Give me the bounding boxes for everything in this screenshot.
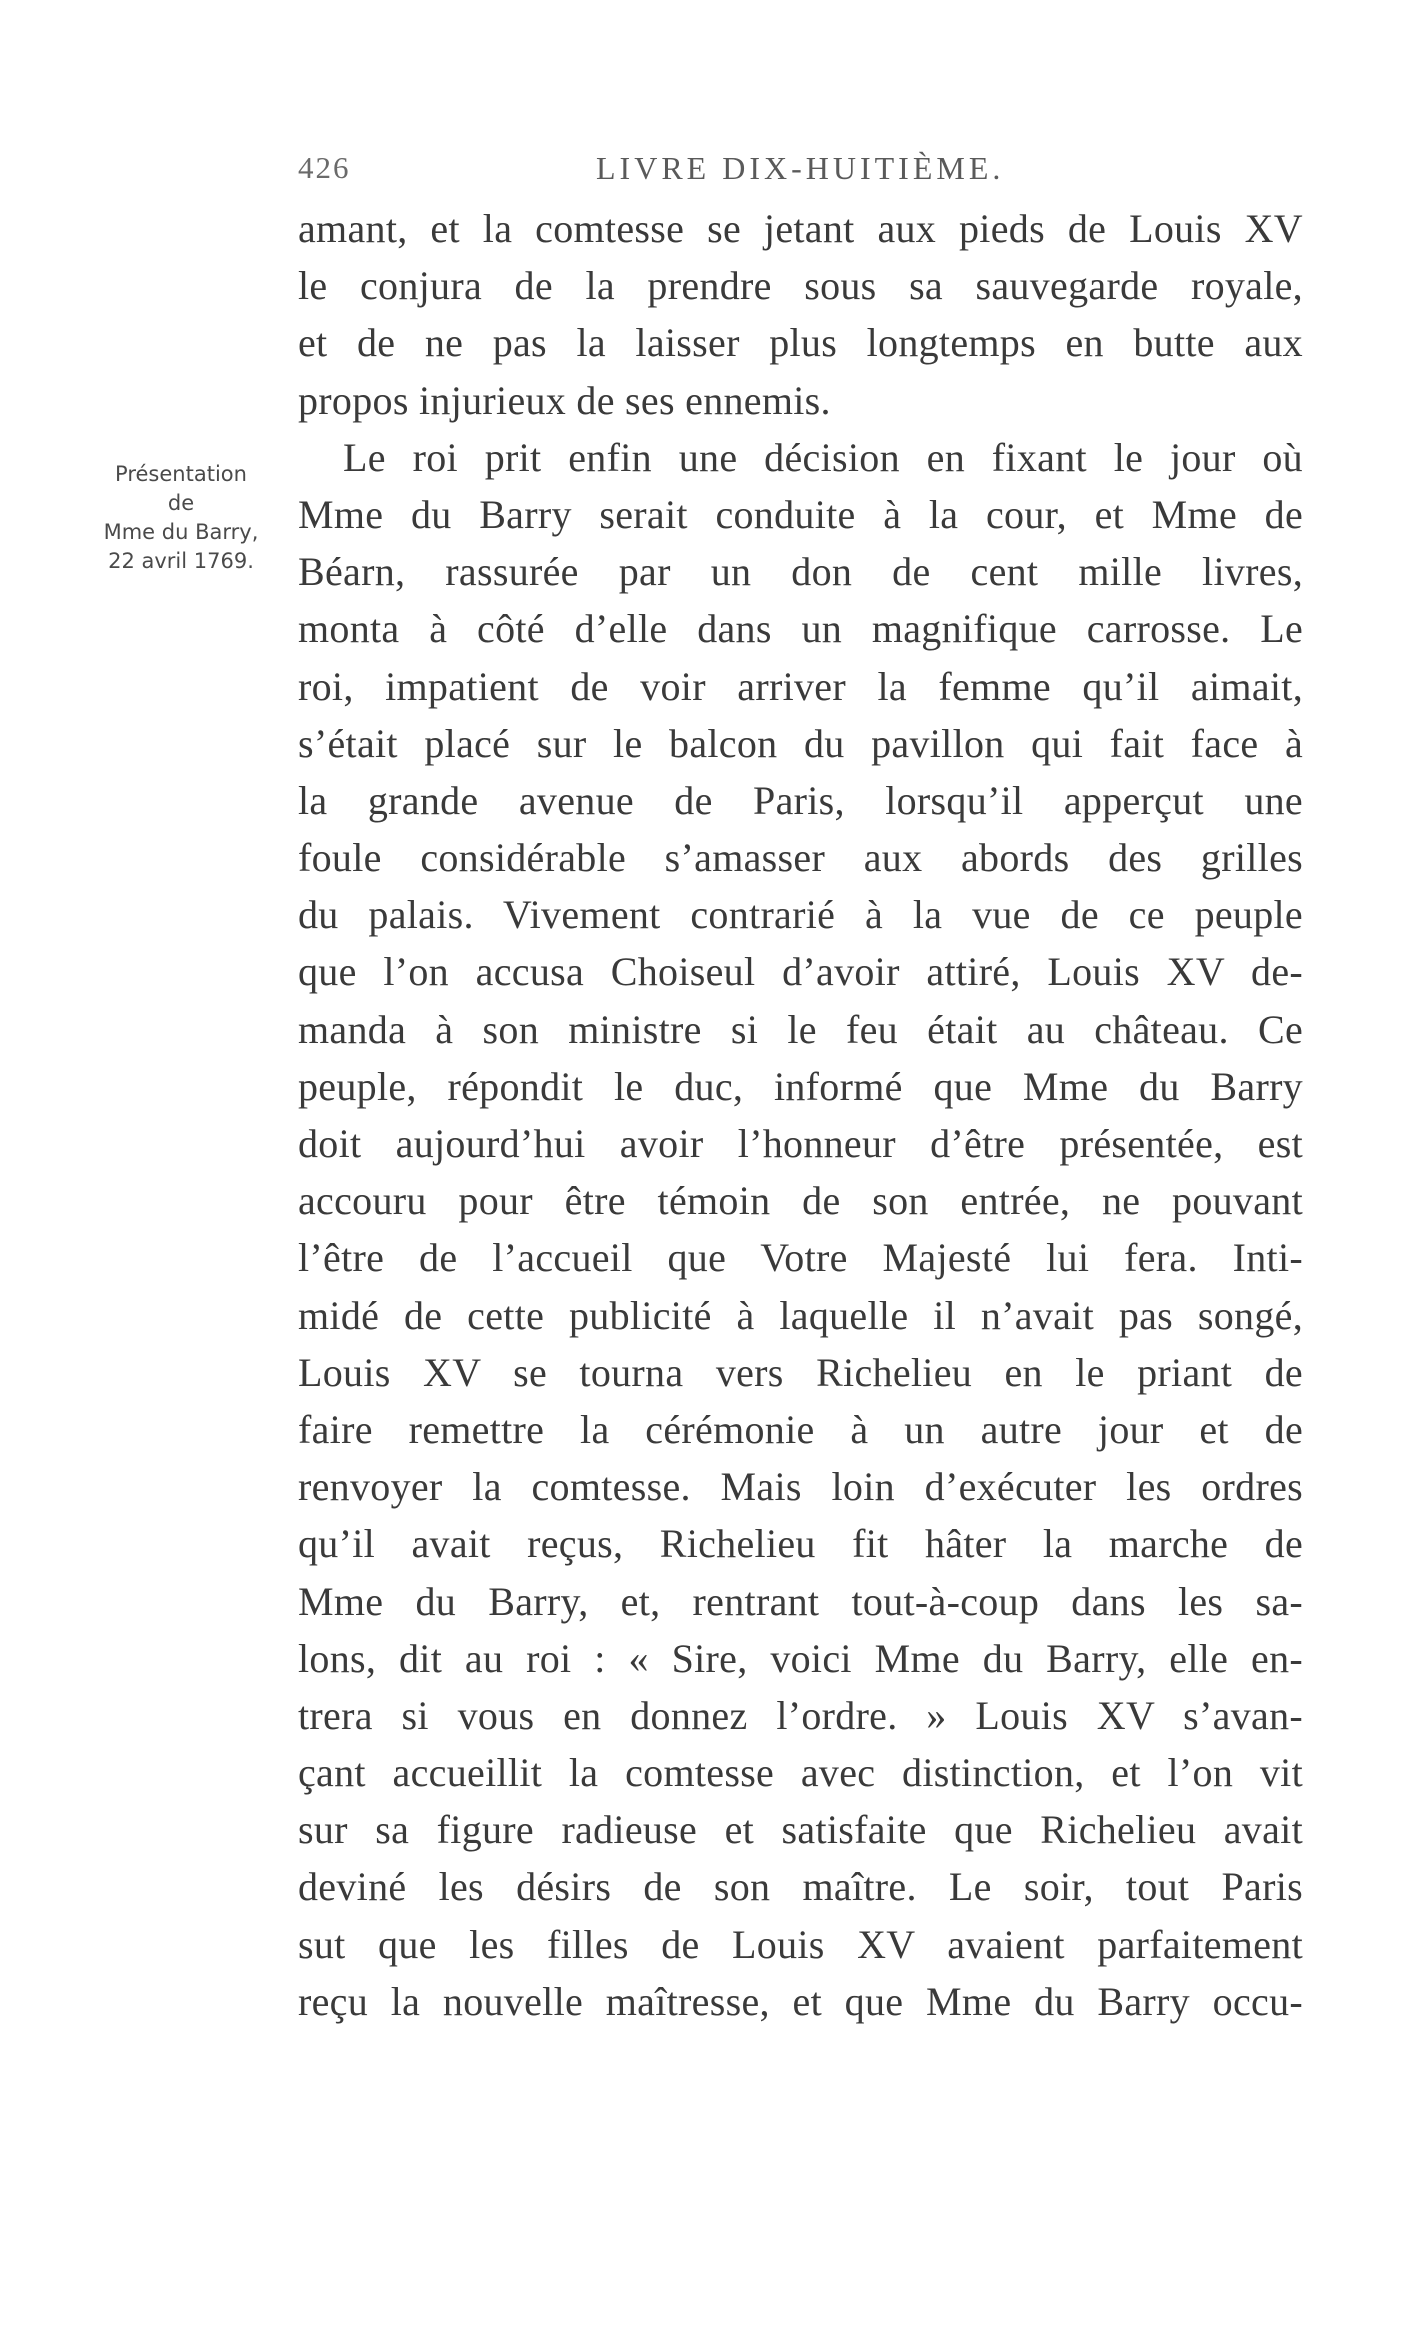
text-line: midé de cette publicité à laquelle il n’avait pas songé, bbox=[298, 1292, 1303, 1338]
text-line: sur sa figure radieuse et satisfaite que Richelieu avait bbox=[298, 1807, 1303, 1853]
text-line: sut que les filles de Louis XV avaient parfaitement bbox=[298, 1921, 1303, 1967]
text-line: la grande avenue de Paris, lorsqu’il apperçut une bbox=[298, 777, 1303, 823]
text-line: le conjura de la prendre sous sa sauvegarde royale, bbox=[298, 263, 1303, 309]
body-text bbox=[298, 200, 1303, 2030]
text-line: Mme du Barry, et, rentrant tout-à-coup dans les sa- bbox=[298, 1578, 1303, 1624]
running-head bbox=[298, 150, 1303, 200]
text-line: que l’on accusa Choiseul d’avoir attiré, Louis XV de- bbox=[298, 949, 1303, 995]
text-line: reçu la nouvelle maîtresse, et que Mme du Barry occu- bbox=[298, 1978, 1303, 2024]
text-line: deviné les désirs de son maître. Le soir, tout Paris bbox=[298, 1864, 1303, 1910]
text-line: Béarn, rassurée par un don de cent mille livres, bbox=[298, 549, 1303, 595]
text-line: Le roi prit enfin une décision en fixant le jour où bbox=[343, 434, 1303, 480]
page-number: 426 bbox=[298, 150, 351, 185]
text-line: qu’il avait reçus, Richelieu fit hâter la marche de bbox=[298, 1521, 1303, 1567]
text-line: Louis XV se tourna vers Richelieu en le priant de bbox=[298, 1349, 1303, 1395]
text-line: lons, dit au roi : « Sire, voici Mme du Barry, elle en- bbox=[298, 1635, 1303, 1681]
text-line: manda à son ministre si le feu était au château. Ce bbox=[298, 1006, 1303, 1052]
text-line: monta à côté d’elle dans un magnifique carrosse. Le bbox=[298, 606, 1303, 652]
text-line: Mme du Barry serait conduite à la cour, et Mme de bbox=[298, 491, 1303, 537]
text-line: doit aujourd’hui avoir l’honneur d’être présentée, est bbox=[298, 1121, 1303, 1166]
text-line: faire remettre la cérémonie à un autre jour et de bbox=[298, 1406, 1303, 1452]
text-line: et de ne pas la laisser plus longtemps en butte aux bbox=[298, 320, 1303, 366]
text-line: çant accueillit la comtesse avec distinction, et l’on vit bbox=[298, 1750, 1303, 1796]
text-line: du palais. Vivement contrarié à la vue de ce peuple bbox=[298, 892, 1303, 938]
text-line: renvoyer la comtesse. Mais loin d’exécuter les ordres bbox=[298, 1464, 1303, 1510]
text-line: roi, impatient de voir arriver la femme qu’il aimait, bbox=[298, 663, 1303, 709]
margin-note-line: Mme du Barry, bbox=[103, 520, 259, 544]
text-line: propos injurieux de ses ennemis. bbox=[298, 377, 831, 423]
margin-note bbox=[86, 460, 276, 576]
margin-note-line: Présentation bbox=[115, 462, 247, 486]
margin-note-line: de bbox=[167, 491, 195, 515]
text-line: foule considérable s’amasser aux abords des grilles bbox=[298, 835, 1303, 881]
running-title: LIVRE DIX-HUITIÈME. bbox=[596, 150, 1005, 186]
text-line: peuple, répondit le duc, informé que Mme du Barry bbox=[298, 1063, 1303, 1109]
text-line: accouru pour être témoin de son entrée, ne pouvant bbox=[298, 1178, 1303, 1224]
text-line: l’être de l’accueil que Votre Majesté lui fera. Inti- bbox=[298, 1235, 1303, 1281]
text-line: amant, et la comtesse se jetant aux pieds de Louis XV bbox=[298, 206, 1303, 251]
margin-note-line: 22 avril 1769. bbox=[108, 549, 254, 573]
text-line: trera si vous en donnez l’ordre. » Louis XV s’avan- bbox=[298, 1692, 1303, 1738]
text-line: s’était placé sur le balcon du pavillon qui fait face à bbox=[298, 720, 1303, 766]
